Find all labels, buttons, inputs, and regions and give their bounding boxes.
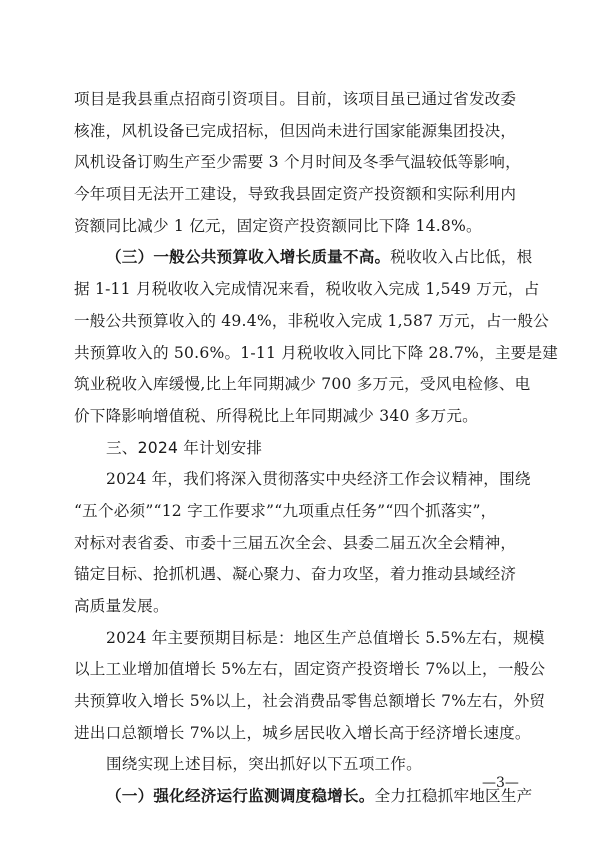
text-line: 共预算收入的 50.6%。1-11 月税收收入同比下降 28.7%，主要是建 bbox=[74, 343, 559, 362]
text-line: 今年项目无法开工建设，导致我县固定资产投资额和实际利用内 bbox=[74, 185, 517, 204]
text-line: 2024 年主要预期目标是：地区生产总值增长 5.5%左右，规模 bbox=[106, 628, 545, 647]
text-line: 进出口总额增长 7%以上，城乡居民收入增长高于经济增长速度。 bbox=[74, 723, 531, 742]
text-line: 围绕实现上述目标，突出抓好以下五项工作。 bbox=[106, 755, 422, 774]
text-line: “五个必须”“12 字工作要求”“九项重点任务”“四个抓落实”， bbox=[74, 501, 497, 520]
text-line: 核准，风机设备已完成招标，但因尚未进行国家能源集团投决， bbox=[74, 121, 517, 140]
text-line: 高质量发展。 bbox=[74, 597, 169, 615]
text-line: 共预算收入增长 5%以上，社会消费品零售总额增长 7%左右，外贸 bbox=[74, 692, 546, 711]
text-line: 风机设备订购生产至少需要 3 个月时间及冬季气温较低等影响， bbox=[74, 153, 521, 172]
text-line: 资额同比减少 1 亿元，固定资产投资额同比下降 14.8%。 bbox=[74, 216, 482, 235]
part-3-heading: 三、2024 年计划安排 bbox=[106, 438, 263, 457]
section-3-heading: （三）一般公共预算收入增长质量不高。 bbox=[106, 248, 391, 267]
body-text bbox=[74, 84, 559, 813]
text-line: 对标对表省委、市委十三届五次全会、县委二届五次全会精神， bbox=[74, 533, 517, 552]
item-1-lead-text: 全力扛稳抓牢地区生产 bbox=[374, 787, 533, 806]
text-line: 以上工业增加值增长 5%左右，固定资产投资增长 7%以上，一般公 bbox=[74, 660, 546, 679]
text-line: 一般公共预算收入的 49.4%，非税收入完成 1,587 万元，占一般公 bbox=[74, 311, 549, 330]
text-line: 项目是我县重点招商引资项目。目前，该项目虽已通过省发改委 bbox=[74, 90, 517, 108]
text-line: 2024 年，我们将深入贯彻落实中央经济工作会议精神，围绕 bbox=[106, 470, 531, 489]
item-1-first-line bbox=[74, 781, 533, 813]
text-line: 筑业税收入库缓慢,比上年同期减少 700 多万元，受风电检修、电 bbox=[74, 375, 531, 394]
section-3-first-line bbox=[74, 242, 533, 274]
text-line: 据 1-11 月税收收入完成情况来看，税收收入完成 1,549 万元，占 bbox=[74, 280, 540, 299]
text-line: 价下降影响增值税、所得税比上年同期减少 340 多万元。 bbox=[74, 406, 478, 425]
section-3-lead-text: 税收收入占比低，根 bbox=[390, 248, 533, 267]
item-1-heading: （一）强化经济运行监测调度稳增长。 bbox=[106, 787, 375, 806]
page-number: —3— bbox=[482, 775, 519, 791]
text-line: 锚定目标、抢抓机遇、凝心聚力、奋力攻坚，着力推动县域经济 bbox=[74, 565, 517, 584]
